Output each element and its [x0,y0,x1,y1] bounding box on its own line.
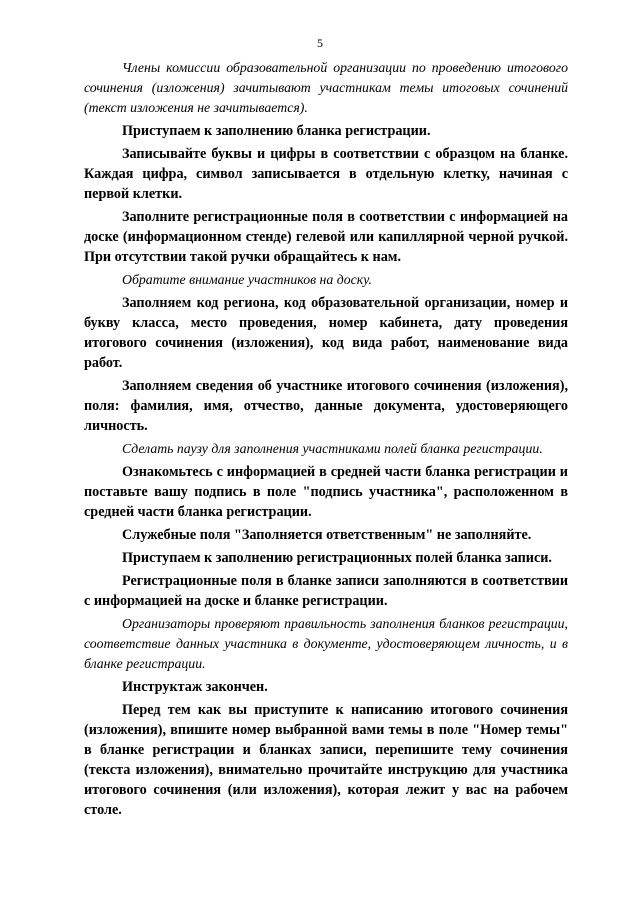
paragraph-organizers-check: Организаторы проверяют правильность заполнения бланков регистрации, соответствие данных участника в документе, удостоверяющем личность, и в бланке регистрации. [84,616,568,671]
page-number: 5 [317,36,323,50]
paragraph-board-note: Обратите внимание участников на доску. [122,272,372,287]
paragraph-service-fields: Служебные поля "Заполняется ответственным" не заполняйте. [122,527,532,543]
paragraph-participant-info: Заполняем сведения об участнике итогового сочинения (изложения), поля: фамилия, имя, отчество, данные документа, удостоверяющего личность. [84,378,568,434]
paragraph-pause-note: Сделать паузу для заполнения участниками полей бланка регистрации. [122,441,543,456]
document-body [84,58,568,823]
paragraph-signature: Ознакомьтесь с информацией в средней части бланка регистрации и поставьте вашу подпись в поле "подпись участника", расположенном в средней части бланка регистрации. [84,464,568,520]
paragraph-region-code: Заполняем код региона, код образовательной организации, номер и букву класса, место проведения, номер кабинета, дату проведения итогового сочинения (изложения), код вида работ, наименование вида работ. [84,295,568,371]
paragraph-writing-rules: Записывайте буквы и цифры в соответствии с образцом на бланке. Каждая цифра, символ записывается в отдельную клетку, начиная с первой клетки. [84,146,568,202]
paragraph-commission-note: Члены комиссии образовательной организации по проведению итогового сочинения (изложения) зачитывают участникам темы итоговых сочинений (текст изложения не зачитывается). [84,60,568,115]
paragraph-answer-sheet-fields: Регистрационные поля в бланке записи заполняются в соответствии с информацией на доске и бланке регистрации. [84,573,568,609]
paragraph-answer-sheet-start: Приступаем к заполнению регистрационных полей бланка записи. [122,550,552,566]
paragraph-final-instructions: Перед тем как вы приступите к написанию итогового сочинения (изложения), впишите номер выбранной вами темы в поле "Номер темы" в бланке регистрации и бланках записи, перепишите тему сочинения (текста изложения), внимательно прочитайте инструкцию для участника итогового сочинения (или изложения), которая лежит у вас на рабочем столе. [84,702,568,818]
paragraph-briefing-end: Инструктаж закончен. [122,679,268,695]
paragraph-fill-fields: Заполните регистрационные поля в соответствии с информацией на доске (информационном стенде) гелевой или капиллярной черной ручкой. При отсутствии такой ручки обращайтесь к нам. [84,209,568,265]
paragraph-registration-start: Приступаем к заполнению бланка регистрации. [122,123,431,139]
